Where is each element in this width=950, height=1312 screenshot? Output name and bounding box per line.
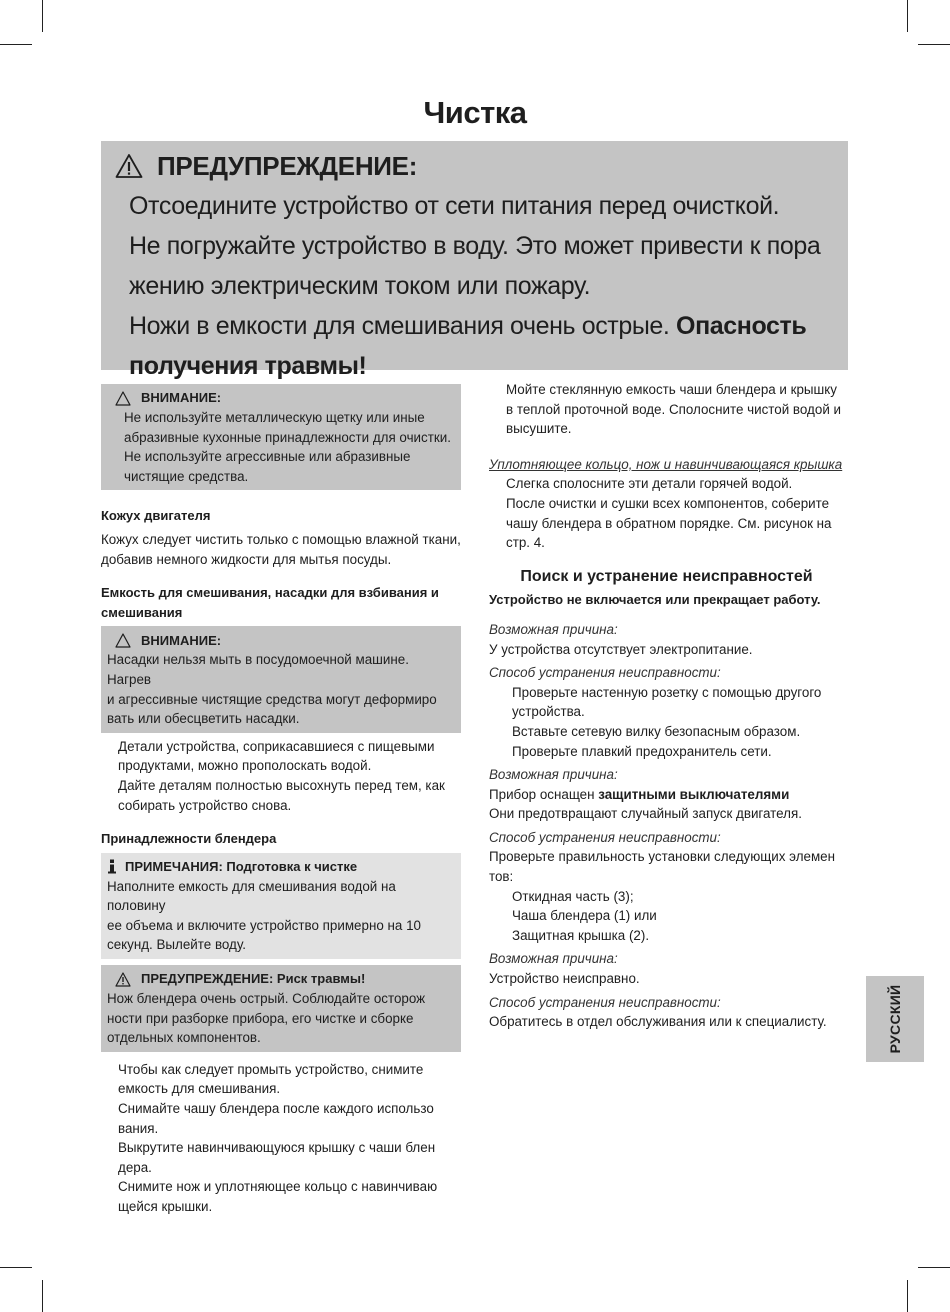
main-warning-emphasis: Опасность: [676, 312, 807, 340]
caution-heading: [107, 630, 455, 650]
note-text: [107, 877, 455, 955]
text-line: Обратитесь в отдел обслуживания или к специалисту.: [489, 1014, 827, 1030]
problem-heading: Устройство не включается или прекращает работу.: [489, 592, 821, 608]
warning-triangle-icon: [115, 633, 131, 648]
remedy-label: Способ устранения неисправности:: [489, 665, 721, 681]
crop-mark: [42, 0, 43, 32]
text-line: ее объема и включите устройство примерно на 10: [107, 917, 421, 933]
note-box: [101, 853, 461, 959]
text-line: Чтобы как следует промыть устройство, снимите: [118, 1061, 424, 1077]
section-heading-housing: Кожух двигателя: [101, 508, 211, 524]
text-line: Дайте деталям полностью высохнуть перед тем, как: [118, 777, 445, 793]
crop-mark: [918, 1267, 950, 1268]
caution-text: [107, 650, 455, 728]
language-tab: [866, 976, 924, 1062]
cause-emphasis: защитными выключателями: [598, 786, 790, 802]
text-line: Вставьте сетевую вилку безопасным образом.: [512, 723, 801, 739]
text-line: секунд. Вылейте воду.: [107, 937, 246, 953]
info-icon: [107, 859, 117, 874]
language-tab-label: РУССКИЙ: [887, 984, 903, 1054]
text-line: Проверьте плавкий предохранитель сети.: [512, 743, 772, 759]
list-item: Откидная часть (3);: [512, 888, 634, 904]
warning-heading: [107, 969, 455, 989]
text-line: высушите.: [506, 421, 572, 437]
text-line: собирать устройство снова.: [118, 797, 292, 813]
text-line: Не используйте агрессивные или абразивные: [124, 449, 411, 465]
crop-mark: [42, 1280, 43, 1312]
note-heading-text: ПРИМЕЧАНИЯ: Подготовка к чистке: [125, 858, 358, 874]
note-heading: [107, 857, 455, 877]
main-warning-line: Не погружайте устройство в воду. Это может привести к пора: [129, 232, 821, 260]
text-line: После очистки и сушки всех компонентов, соберите: [506, 495, 830, 511]
text-line: Кожух следует чистить только с помощью влажной ткани,: [101, 531, 461, 547]
text-line: Насадки нельзя мыть в посудомоечной машине. Нагрев: [107, 652, 409, 687]
caution-text: [107, 408, 455, 486]
main-warning-heading-text: ПРЕДУПРЕЖДЕНИЕ:: [157, 150, 418, 181]
remedy-label: Способ устранения неисправности:: [489, 994, 721, 1010]
warning-text: [107, 989, 455, 1048]
text-line: Наполните емкость для смешивания водой на половину: [107, 878, 396, 914]
caution-heading-text: ВНИМАНИЕ:: [141, 632, 222, 648]
main-warning-text: Ножи в емкости для смешивания очень острые.: [129, 312, 677, 340]
section-heading-accessories: Принадлежности блендера: [101, 831, 277, 847]
text-line: щейся крышки.: [118, 1199, 213, 1214]
text-line: Проверьте правильность установки следующих элемен: [489, 849, 836, 865]
page-title: Чистка: [423, 95, 527, 130]
caution-heading-text: ВНИМАНИЕ:: [141, 390, 222, 406]
warning-heading-text: ПРЕДУПРЕЖДЕНИЕ: Риск травмы!: [141, 971, 366, 987]
text-line: продуктами, можно прополоскать водой.: [118, 758, 372, 774]
main-warning-line: Отсоедините устройство от сети питания перед очисткой.: [129, 192, 780, 220]
text-line: Не используйте металлическую щетку или иные: [124, 410, 425, 425]
crop-mark: [918, 44, 950, 45]
text-line: чашу блендера в обратном порядке. См. рисунок на: [506, 515, 832, 531]
text-line: устройства.: [512, 704, 585, 720]
main-warning-box: [101, 141, 848, 380]
cause-label: Возможная причина:: [489, 951, 618, 967]
cause-label: Возможная причина:: [489, 621, 618, 637]
text-line: Мойте стеклянную емкость чаши блендера и крышку: [506, 382, 838, 397]
section-heading-container: смешивания: [101, 604, 183, 620]
warning-triangle-icon: [115, 972, 131, 987]
crop-mark: [907, 1280, 908, 1312]
right-column: [489, 380, 844, 1032]
list-item: Защитная крышка (2).: [512, 927, 650, 943]
caution-box: [101, 626, 461, 732]
section-heading-container: Емкость для смешивания, насадки для взбивания и: [101, 585, 439, 601]
text-line: вать или обесцветить насадки.: [107, 711, 300, 727]
caution-box: [101, 384, 461, 490]
remedy-label: Способ устранения неисправности:: [489, 829, 721, 845]
text-line: Проверьте настенную розетку с помощью другого: [512, 684, 822, 700]
main-warning-emphasis: получения травмы!: [129, 352, 367, 380]
text-line: емкость для смешивания.: [118, 1081, 281, 1097]
text-line: в теплой проточной воде. Сполосните чистой водой и: [506, 401, 841, 417]
list-item: Чаша блендера (1) или: [512, 908, 657, 924]
troubleshooting-title: Поиск и устранение неисправностей: [520, 567, 813, 585]
text-line: вания.: [118, 1120, 159, 1136]
text-line: Снимайте чашу блендера после каждого использо: [118, 1101, 434, 1117]
text-line: дера.: [118, 1159, 152, 1175]
main-warning-line: [129, 306, 848, 346]
text-line: чистящие средства.: [124, 468, 249, 484]
warning-box: [101, 965, 461, 1052]
text-line: ности при разборке прибора, его чистке и сборке: [107, 1010, 414, 1026]
text-line: стр. 4.: [506, 535, 545, 551]
warning-triangle-icon: [115, 153, 143, 179]
text-line: У устройства отсутствует электропитание.: [489, 641, 753, 657]
crop-mark: [0, 44, 32, 45]
text-line: Устройство неисправно.: [489, 971, 640, 987]
text-line: отдельных компонентов.: [107, 1030, 261, 1046]
main-warning-heading: [115, 146, 848, 186]
cause-label: Возможная причина:: [489, 767, 618, 783]
text-line: и агрессивные чистящие средства могут деформиро: [107, 691, 437, 707]
caution-heading: [107, 388, 455, 408]
crop-mark: [907, 0, 908, 32]
text-line: добавив немного жидкости для мытья посуды.: [101, 551, 392, 567]
text-line: Они предотвращают случайный запуск двигателя.: [489, 806, 802, 822]
main-warning-line: жению электрическим током или пожару.: [129, 272, 591, 300]
text-line: Слегка сполосните эти детали горячей водой.: [506, 476, 793, 492]
left-column: [101, 384, 461, 1217]
text-line: тов:: [489, 869, 514, 885]
cause-text: Прибор оснащен: [489, 786, 599, 802]
text-line: Выкрутите навинчивающуюся крышку с чаши блен: [118, 1140, 436, 1156]
text-line: Снимите нож и уплотняющее кольцо с навинчиваю: [118, 1179, 438, 1195]
crop-mark: [0, 1267, 32, 1268]
text-line: Детали устройства, соприкасавшиеся с пищевыми: [118, 738, 435, 754]
text-line: абразивные кухонные принадлежности для очистки.: [124, 429, 451, 445]
text-line: [489, 785, 844, 805]
text-line: Нож блендера очень острый. Соблюдайте осторож: [107, 991, 426, 1007]
warning-triangle-icon: [115, 391, 131, 406]
section-heading-seal: Уплотняющее кольцо, нож и навинчивающаяся крышка: [489, 456, 843, 472]
